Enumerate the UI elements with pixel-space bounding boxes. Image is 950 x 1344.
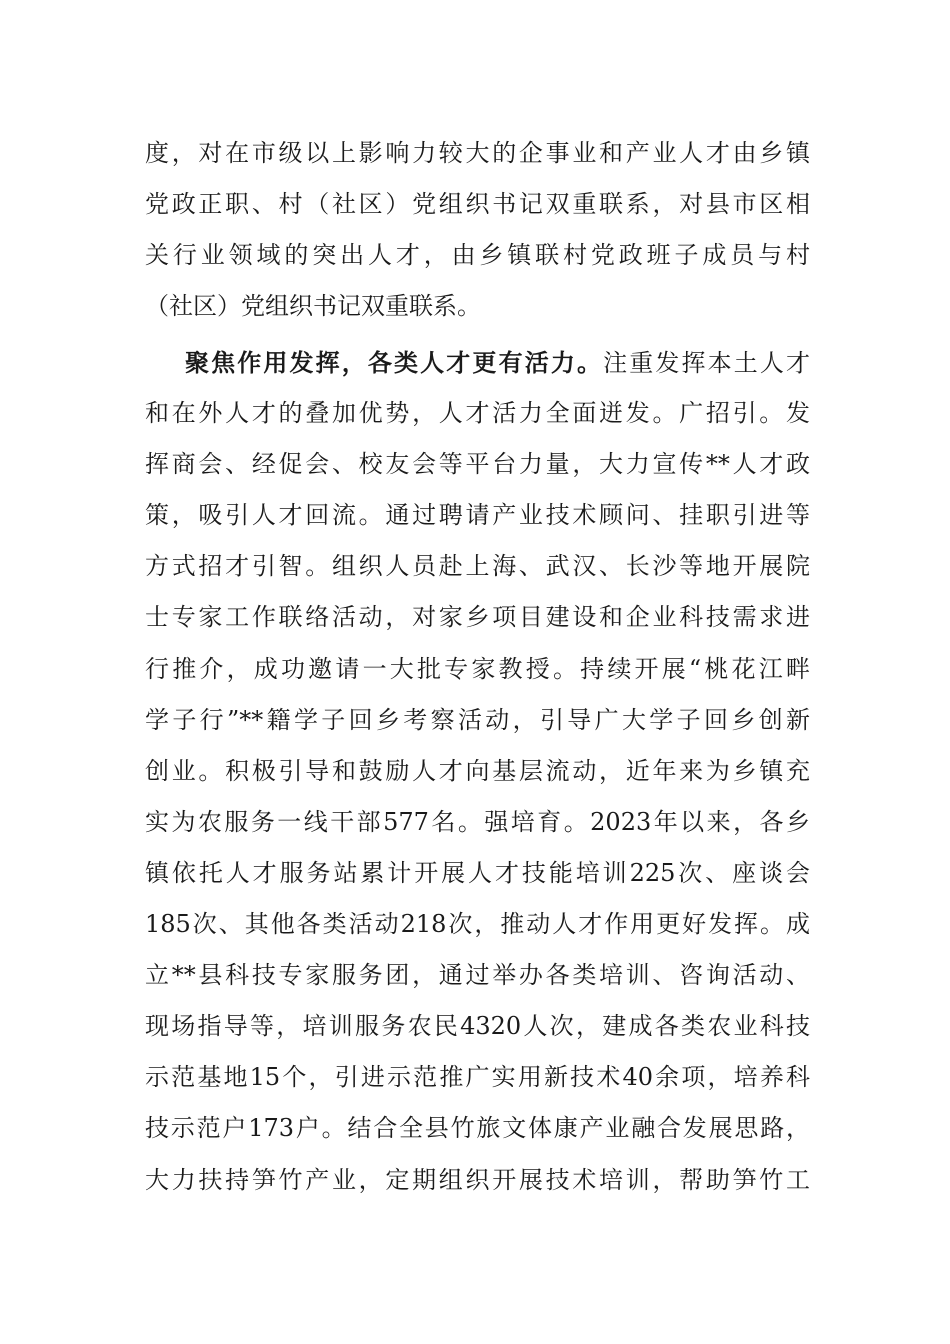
text-line: 示范基地15个，引进示范推广实用新技术40余项，培养科 (145, 1063, 810, 1092)
text-line: 行推介，成功邀请一大批专家教授。持续开展“桃花江畔 (145, 654, 810, 683)
paragraph-1 (145, 128, 810, 332)
paragraph-2 (145, 337, 810, 1206)
text-line-with-heading (145, 337, 810, 388)
text-line: 实为农服务一线干部577名。强培育。2023年以来，各乡 (145, 807, 810, 836)
text-line: 挥商会、经促会、校友会等平台力量，大力宣传**人才政 (145, 450, 810, 479)
text-line: 度，对在市级以上影响力较大的企事业和产业人才由乡镇 (145, 139, 810, 167)
text-line: 方式招才引智。组织人员赴上海、武汉、长沙等地开展院 (145, 552, 810, 581)
paragraph-heading: 聚焦作用发挥，各类人才更有活力。 (185, 348, 604, 377)
text-line: 学子行”**籍学子回乡考察活动，引导广大学子回乡创新 (145, 705, 810, 734)
text-line: 关行业领域的突出人才，由乡镇联村党政班子成员与村 (145, 241, 810, 270)
text-line: （社区）党组织书记双重联系。 (145, 292, 481, 321)
text-line: 镇依托人才服务站累计开展人才技能培训225次、座谈会 (145, 858, 810, 887)
text-line: 党政正职、村（社区）党组织书记双重联系，对县市区相 (145, 190, 810, 219)
text-line: 185次、其他各类活动218次，推动人才作用更好发挥。成 (145, 910, 810, 939)
text-line: 和在外人才的叠加优势，人才活力全面迸发。广招引。发 (145, 399, 810, 428)
text-line: 大力扶持笋竹产业，定期组织开展技术培训，帮助笋竹工 (145, 1165, 810, 1194)
text-line: 技示范户173户。结合全县竹旅文体康产业融合发展思路， (145, 1114, 810, 1143)
text-line: 创业。积极引导和鼓励人才向基层流动，近年来为乡镇充 (145, 756, 810, 785)
text-line: 策，吸引人才回流。通过聘请产业技术顾问、挂职引进等 (145, 501, 810, 530)
text-line: 士专家工作联络活动，对家乡项目建设和企业科技需求进 (145, 603, 810, 632)
text-line: 立**县科技专家服务团，通过举办各类培训、咨询活动、 (145, 961, 810, 990)
text-line: 现场指导等，培训服务农民4320人次，建成各类农业科技 (145, 1012, 810, 1041)
text-line-rest: 注重发挥本土人才 (603, 349, 811, 377)
